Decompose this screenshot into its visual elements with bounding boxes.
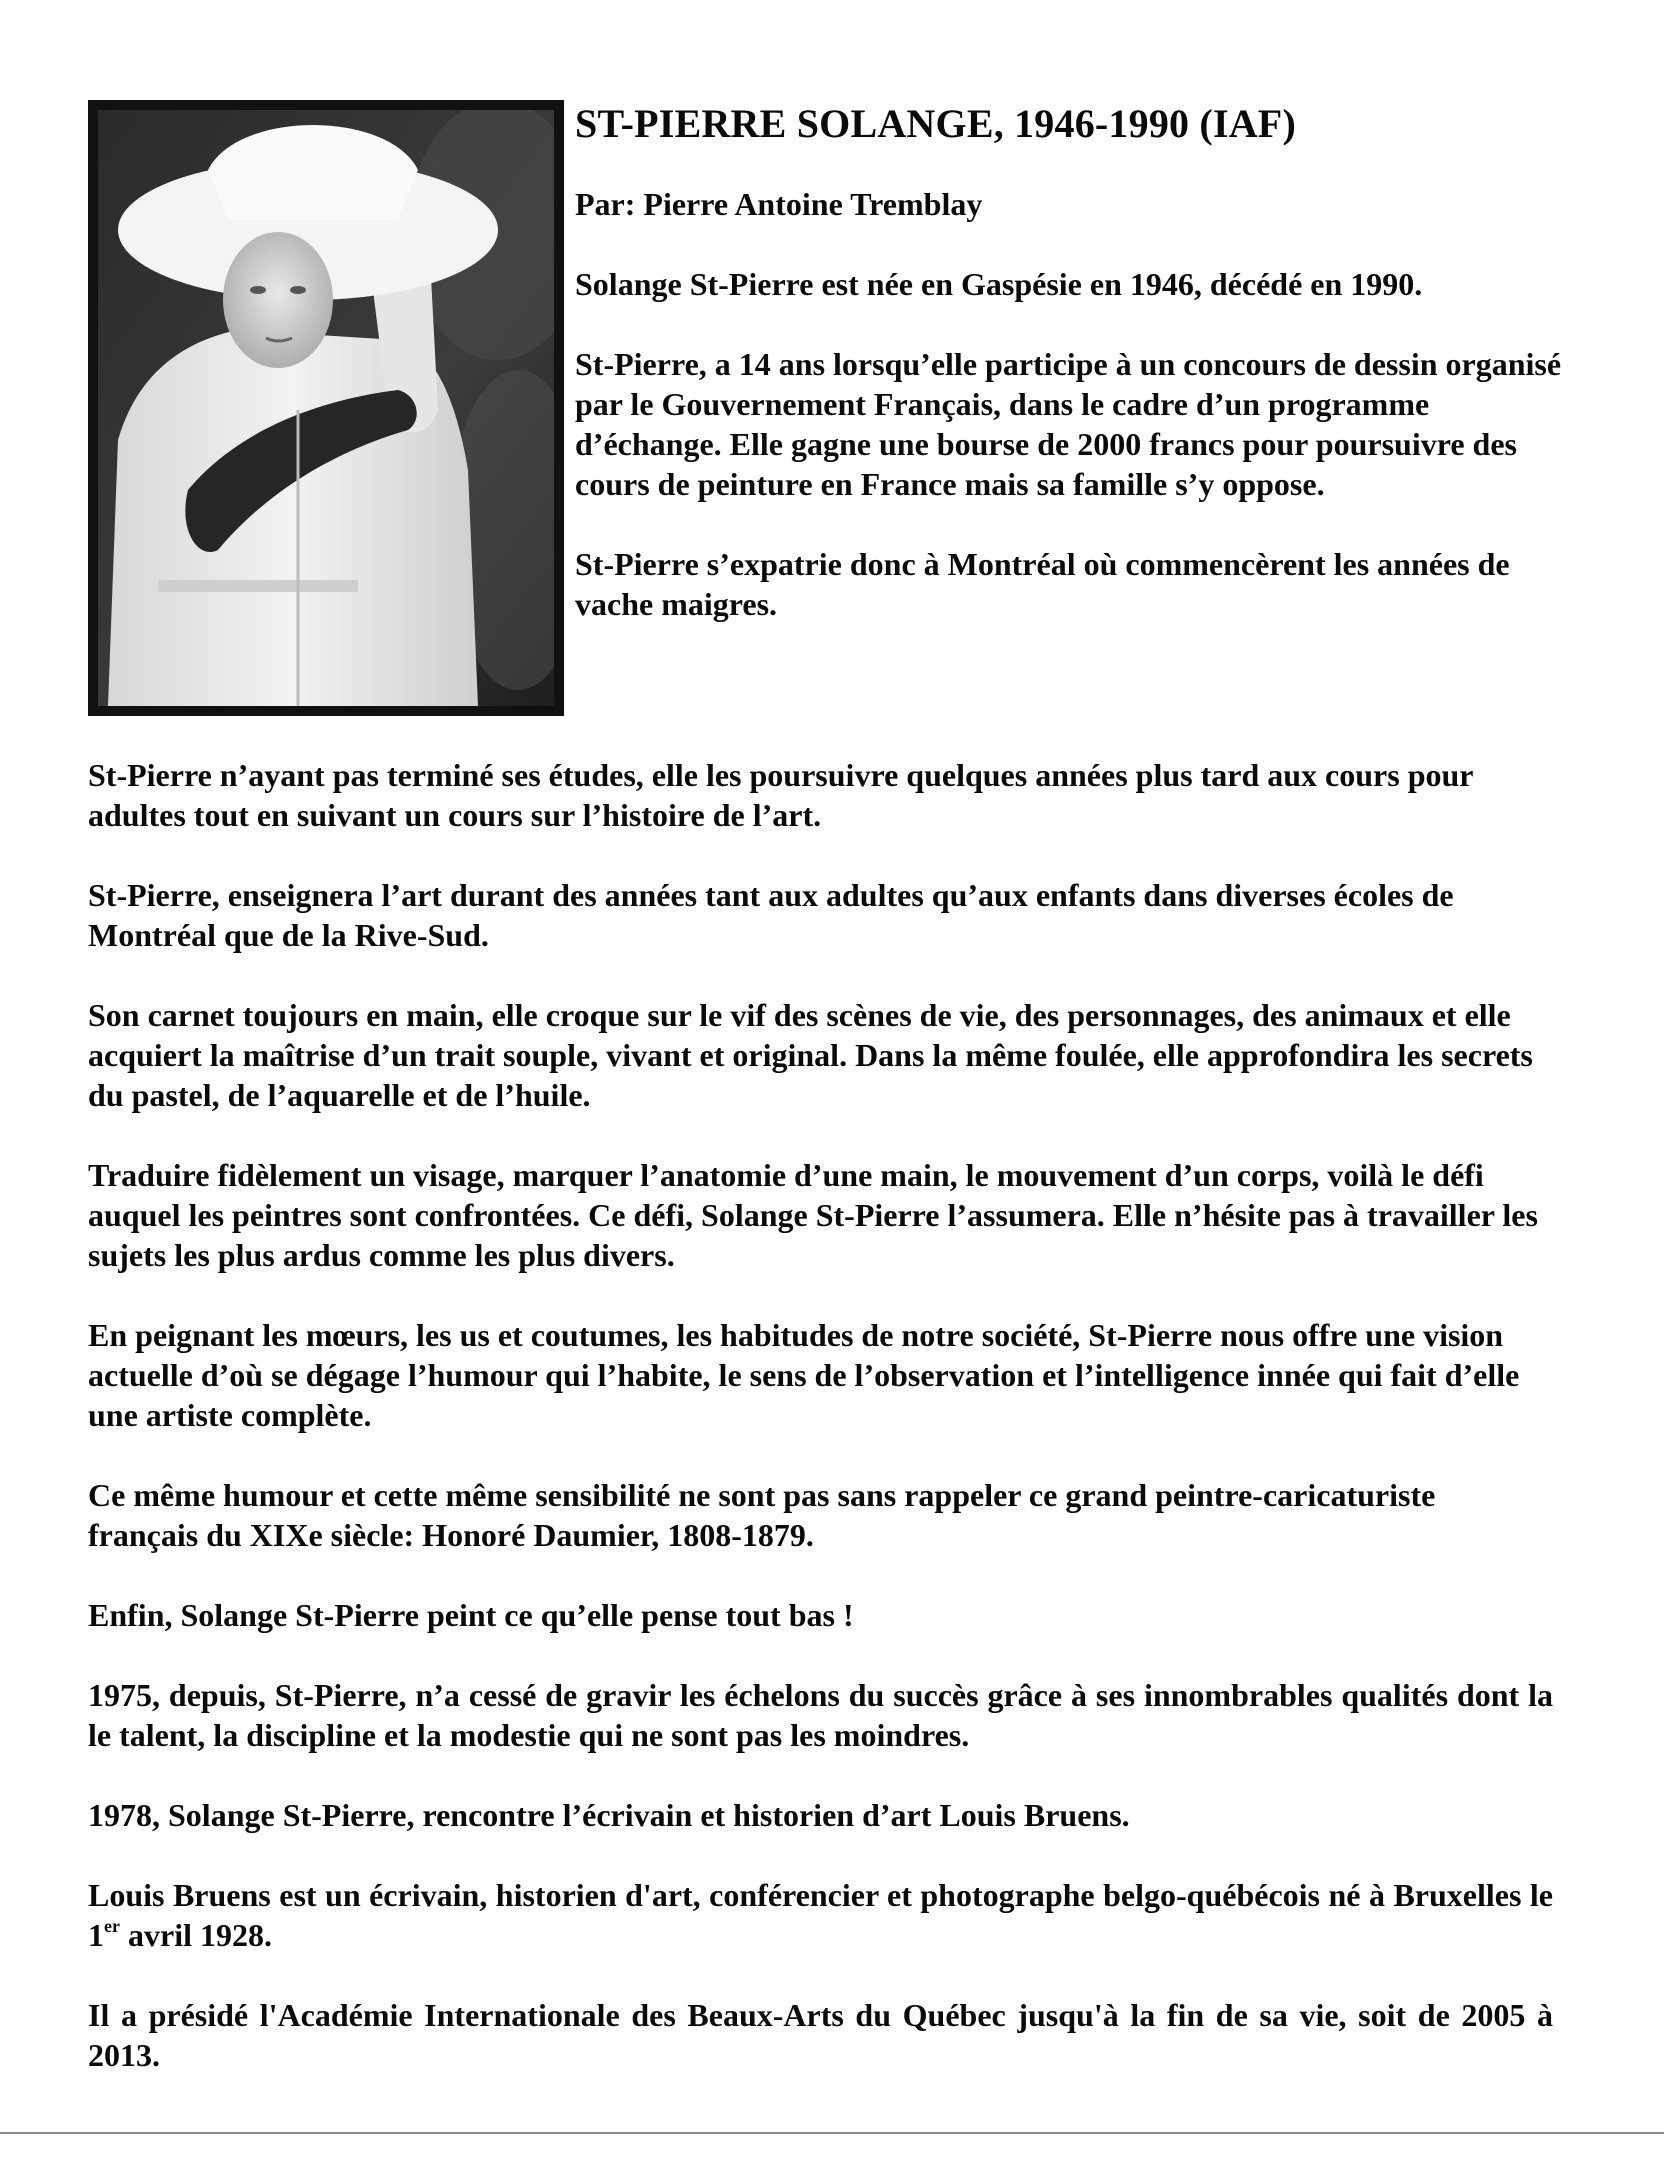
article-title: ST-PIERRE SOLANGE, 1946-1990 (IAF) <box>575 101 1296 146</box>
ordinal-superscript: er <box>104 1916 120 1937</box>
body-paragraph-5: En peignant les mœurs, les us et coutumes, les habitudes de notre société, St-Pierre nous offre une vision actuelle d’où se dégage l’humour qui l’habite, le sens de l’observation et l’intelligence innée qui fait d’elle une artiste complète. <box>88 1317 1520 1433</box>
header-block <box>575 100 1575 624</box>
body-paragraph-7: Enfin, Solange St-Pierre peint ce qu’elle pense tout bas ! <box>88 1597 854 1633</box>
intro-paragraph-2: St-Pierre, a 14 ans lorsqu’elle participe à un concours de dessin organisé par le Gouvernement Français, dans le cadre d’un programme d’échange. Elle gagne une bourse de 2000 francs pour poursuivre des cours de peinture en France mais sa famille s’y oppose. <box>575 346 1562 502</box>
portrait-photo <box>88 100 564 716</box>
intro-paragraph-3: St-Pierre s’expatrie donc à Montréal où commencèrent les années de vache maigres. <box>575 546 1510 622</box>
body-paragraph-8: 1975, depuis, St-Pierre, n’a cessé de gravir les échelons du succès grâce à ses innombrables qualités dont la le talent, la discipline et la modestie qui ne sont pas les moindres. <box>88 1677 1553 1753</box>
article-body <box>88 755 1553 2115</box>
body-paragraph-1: St-Pierre n’ayant pas terminé ses études, elle les poursuivre quelques années plus tard aux cours pour adultes tout en suivant un cours sur l’histoire de l’art. <box>88 757 1473 833</box>
article-byline: Par: Pierre Antoine Tremblay <box>575 186 983 222</box>
body-paragraph-6: Ce même humour et cette même sensibilité ne sont pas sans rappeler ce grand peintre-caricaturiste français du XIXe siècle: Honoré Daumier, 1808-1879. <box>88 1477 1436 1553</box>
bruens-date-text: avril 1928. <box>119 1917 272 1953</box>
body-paragraph-9: 1978, Solange St-Pierre, rencontre l’écrivain et historien d’art Louis Bruens. <box>88 1797 1130 1833</box>
body-paragraph-4: Traduire fidèlement un visage, marquer l’anatomie d’une main, le mouvement d’un corps, voilà le défi auquel les peintres sont confrontées. Ce défi, Solange St-Pierre l’assumera. Elle n’hésite pas à travailler les sujets les plus ardus comme les plus divers. <box>88 1157 1538 1273</box>
bruens-text: Louis Bruens est un écrivain, historien d'art, conférencier et photographe belgo-québécois né à Bruxelles le 1 <box>88 1877 1553 1953</box>
bruens-paragraph <box>88 1875 1553 1955</box>
intro-paragraph-1: Solange St-Pierre est née en Gaspésie en 1946, décédé en 1990. <box>575 266 1423 302</box>
body-paragraph-2: St-Pierre, enseignera l’art durant des années tant aux adultes qu’aux enfants dans diverses écoles de Montréal que de la Rive-Sud. <box>88 877 1454 953</box>
last-paragraph: Il a présidé l'Académie Internationale des Beaux-Arts du Québec jusqu'à la fin de sa vie, soit de 2005 à 2013. <box>88 1997 1553 2073</box>
bottom-rule <box>0 2132 1664 2134</box>
body-paragraph-3: Son carnet toujours en main, elle croque sur le vif des scènes de vie, des personnages, des animaux et elle acquiert la maîtrise d’un trait souple, vivant et original. Dans la même foulée, elle approfondira les secrets du pastel, de l’aquarelle et de l’huile. <box>88 997 1533 1113</box>
portrait-image <box>98 110 554 706</box>
